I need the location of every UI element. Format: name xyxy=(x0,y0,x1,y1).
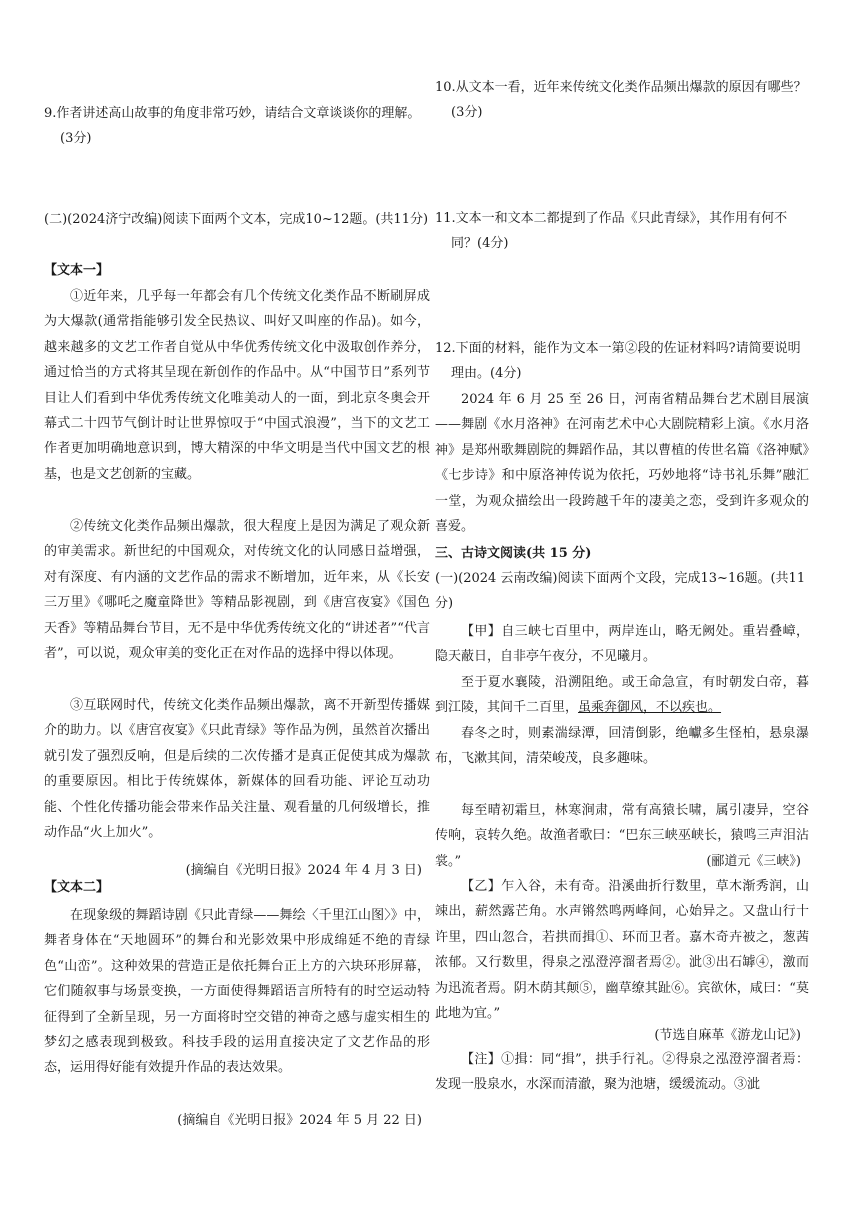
jia-source: (郦道元《三峡》) xyxy=(706,854,801,869)
jia-paragraph-2 xyxy=(435,670,809,721)
right-column xyxy=(435,0,809,1216)
question-10: 10.从文本一看，近年来传统文化类作品频出爆款的原因有哪些？(3分) xyxy=(435,80,807,120)
text2-source: (摘编自《光明日报》2024 年 5 月 22 日) xyxy=(177,1113,422,1128)
section-3-title: 三、古诗文阅读(共 15 分) xyxy=(435,546,592,561)
section-3-intro: (一)(2024 云南改编)阅读下面两个文段，完成13~16题。(共11分) xyxy=(435,571,806,612)
question-12-material: 2024 年 6 月 25 至 26 日，河南省精品舞台艺术剧目展演——舞剧《水月洛神》在河南艺术中心大剧院精彩上演。《水月洛神》是郑州歌舞剧院的舞蹈作品，其以曹植的传世名篇《洛神赋》《七步诗》和中原洛神传说为依托，巧妙地将“诗书礼乐舞”融汇一堂，为观众描绘出一段跨越千年的凄美之恋，受到许多观众的喜爱。 xyxy=(435,392,809,535)
yi-paragraph-1: 【乙】乍入谷，未有奇。沿溪曲折行数里，草木渐秀润，山竦出，薪然露芒角。水声锵然鸣两峰间，心始异之。又盘山行十许里，四山忽合，若拱而揖①、环而卫者。嘉木奇卉被之，葱茜浓郁。又行数里，得泉之泓澄渟溜者焉②。泚③出石罅④，激而为迅流者焉。阴木荫其颠⑤，幽草缭其趾⑥。宾欲休，咸曰：“莫此地为宜。” xyxy=(435,879,809,1022)
question-11: 11.文本一和文本二都提到了作品《只此青绿》，其作用有何不同？(4分) xyxy=(435,211,788,251)
question-12: 12.下面的材料，能作为文本一第②段的佐证材料吗?请简要说明理由。(4分) xyxy=(435,341,801,381)
text1-paragraph-1: ①近年来，几乎每一年都会有几个传统文化类作品不断刷屏成为大爆款(通常指能够引发全民热议、叫好又叫座的作品)。如今，越来越多的文艺工作者自觉从中华优秀传统文化中汲取创作养分，通过恰当的方式将其呈现在新创作的作品中。从“中国节日”系列节目让人们看到中华优秀传统文化唯美动人的一面，到北京冬奥会开幕式二十四节气倒计时让世界惊叹于“中国式浪漫”，当下的文艺工作者更加明确地意识到，博大精深的中华文明是当代中国文艺的根基，也是文艺创新的宝藏。 xyxy=(44,289,430,482)
left-column xyxy=(44,0,430,1216)
jia-paragraph-2-text: 至于夏水襄陵，沿溯阻绝。或王命急宣，有时朝发白帝，暮到江陵，其间千二百里， xyxy=(435,675,809,716)
jia-paragraph-3: 春冬之时，则素湍绿潭，回清倒影，绝巘多生怪柏，悬泉瀑布，飞漱其间，清荣峻茂，良多趣味。 xyxy=(435,726,809,767)
jia-paragraph-1: 【甲】自三峡七百里中，两岸连山，略无阙处。重岩叠嶂，隐天蔽日，自非亭午夜分，不见曦月。 xyxy=(435,624,809,665)
text1-paragraph-3: ③互联网时代，传统文化类作品频出爆款，离不开新型传播媒介的助力。以《唐宫夜宴》《只此青绿》等作品为例，虽然首次播出就引发了强烈反响，但是后续的二次传播才是真正促使其成为爆款的重要原因。相比于传统媒体，新媒体的回看功能、评论互动功能、个性化传播功能会带来作品关注量、观看量的几何级增长，推动作品“火上加火”。 xyxy=(44,698,430,841)
section-2-intro: (二)(2024济宁改编)阅读下面两个文本，完成10~12题。(共11分) xyxy=(44,212,429,227)
jia-paragraph-4: 每至晴初霜旦，林寒涧肃，常有高猿长啸，属引凄异，空谷传响，哀转久绝。故渔者歌曰：“巴东三峡巫峡长，猿鸣三声泪沾裳。” xyxy=(435,803,809,869)
jia-underlined-sentence: 虽乘奔御风，不以疾也。 xyxy=(578,700,722,716)
text2-paragraph-1: 在现象级的舞蹈诗剧《只此青绿——舞绘〈千里江山图〉》中，舞者身体在“天地圆环”的舞台和光影效果中形成绵延不绝的青绿色“山峦”。这种效果的营造正是依托舞台正上方的六块环形屏幕，它们随叙事与场景变换，一方面使得舞蹈语言所特有的时空运动特征得到了全新呈现，另一方面将时空交错的神奇之感与虚实相生的梦幻之感表现到极致。科技手段的运用直接决定了文艺作品的形态，运用得好能有效提升作品的表达效果。 xyxy=(44,908,430,1076)
text2-title: 【文本二】 xyxy=(44,880,110,895)
yi-source: (节选自麻革《游龙山记》) xyxy=(654,1028,801,1043)
text1-title: 【文本一】 xyxy=(44,263,110,278)
annotation-note: 【注】①揖：同“揖”，拱手行礼。②得泉之泓澄渟溜者焉：发现一股泉水，水深而清澈，聚为池塘，缓缓流动。③泚 xyxy=(435,1052,809,1093)
text1-source: (摘编自《光明日报》2024 年 4 月 3 日) xyxy=(185,863,422,878)
question-9: 9.作者讲述高山故事的角度非常巧妙，请结合文章谈谈你的理解。(3分) xyxy=(44,106,421,146)
text1-paragraph-2: ②传统文化类作品频出爆款，很大程度上是因为满足了观众新的审美需求。新世纪的中国观众，对传统文化的认同感日益增强，对有深度、有内涵的文艺作品的需求不断增加，近年来，从《长安三万里》《哪吒之魔童降世》等精品影视剧，到《唐宫夜宴》《国色天香》等精品舞台节目，无不是中华优秀传统文化的“讲述者”“代言者”，可以说，观众审美的变化正在对作品的选择中得以体现。 xyxy=(44,519,430,662)
